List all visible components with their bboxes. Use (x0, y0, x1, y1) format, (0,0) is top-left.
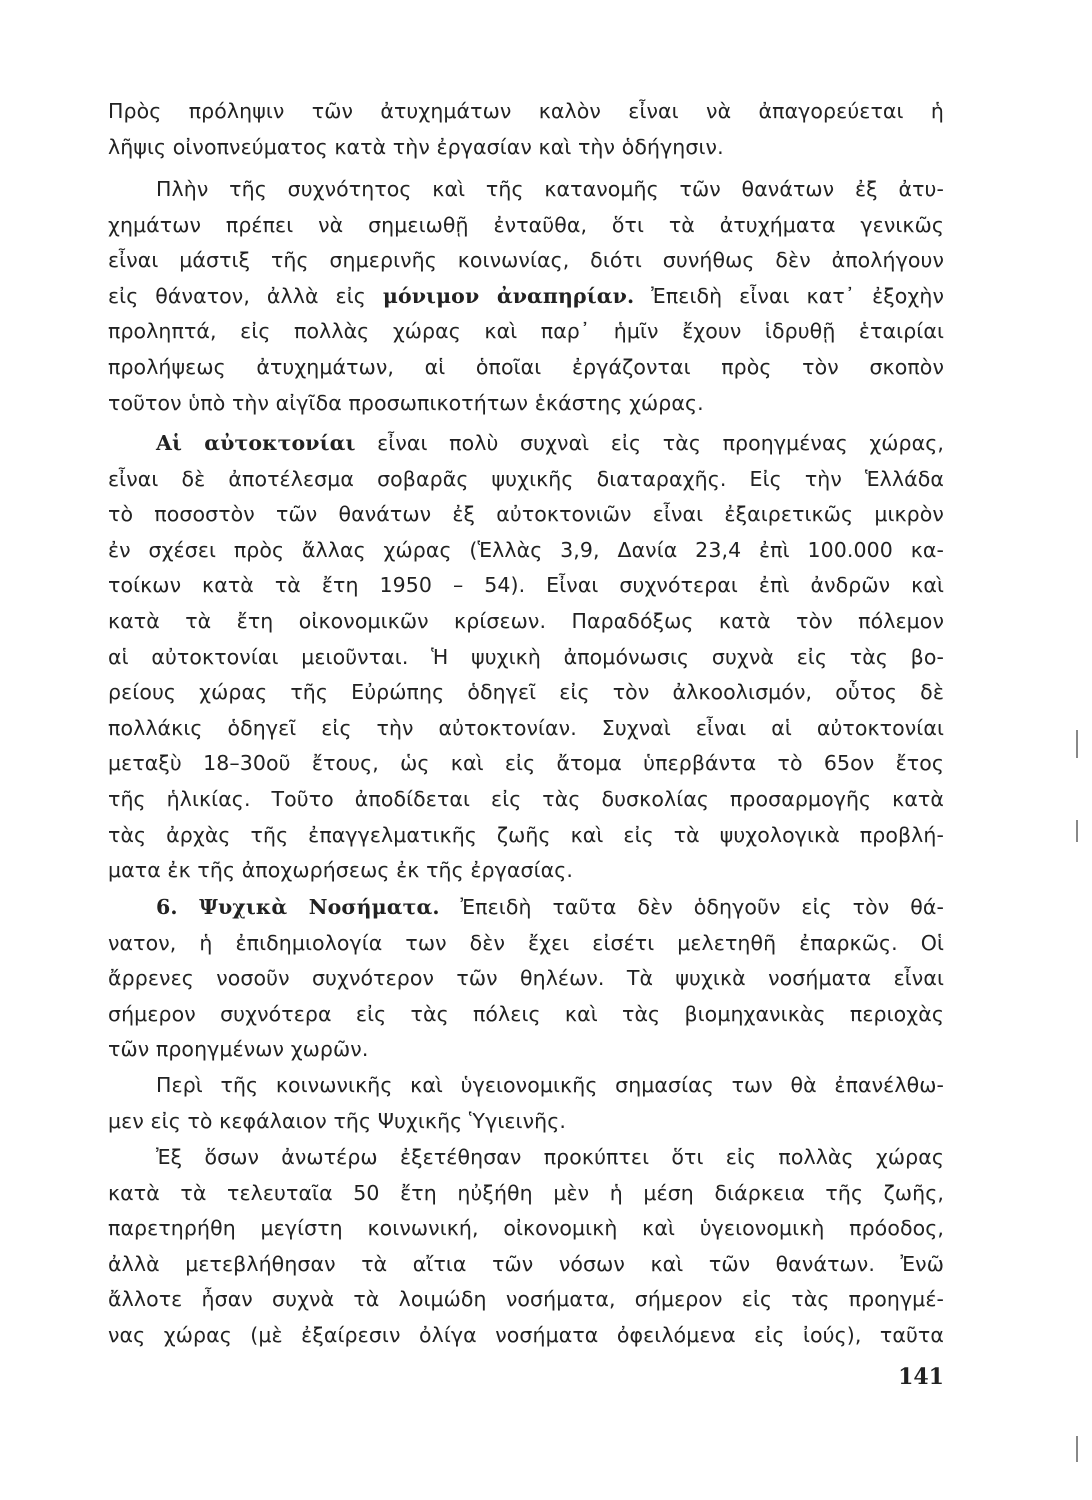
text-segment: Ἐπειδὴ εἶναι κατ᾽ ἐξοχὴν (634, 283, 945, 308)
text-line-with-heading (108, 890, 944, 926)
text-line: εἶναι μάστιξ τῆς σημερινῆς κοινωνίας, διότι συνήθως δὲν ἀπολήγουν (108, 248, 944, 273)
paragraph-conclusions (108, 1140, 944, 1354)
paragraph-suicides (108, 426, 944, 889)
text-line: χημάτων πρέπει νὰ σημειωθῇ ἐνταῦθα, ὅτι τὰ ἀτυχήματα γενικῶς (108, 212, 944, 237)
text-line: τῶν προηγμένων χωρῶν. (108, 1037, 369, 1062)
text-line: εἶναι δὲ ἀποτέλεσμα σοβαρᾶς ψυχικῆς διαταραχῆς. Εἰς τὴν Ἑλλάδα (108, 466, 944, 491)
text-line: Ἐξ ὅσων ἀνωτέρω ἐξετέθησαν προκύπτει ὅτι εἰς πολλὰς χώρας (156, 1145, 944, 1169)
text-line: Περὶ τῆς κοινωνικῆς καὶ ὑγειονομικῆς σημασίας των θὰ ἐπανέλθω- (156, 1073, 944, 1097)
scan-edge-mark (1076, 820, 1078, 842)
text-line: ἄρρενες νοσοῦν συχνότερον τῶν θηλέων. Τὰ ψυχικὰ νοσήματα εἶναι (108, 966, 944, 991)
scan-edge-mark (1076, 1436, 1078, 1462)
text-line: τὸ ποσοστὸν τῶν θανάτων ἐξ αὐτοκτονιῶν εἶναι ἐξαιρετικῶς μικρὸν (108, 502, 944, 527)
text-line: κατὰ τὰ ἔτη οἰκονομικῶν κρίσεων. Παραδόξως κατὰ τὸν πόλεμον (108, 608, 944, 633)
paragraph-accidents-general (108, 172, 944, 421)
emphasis-permanent-disability: μόνιμον ἀναπηρίαν. (382, 283, 635, 308)
text-line: ἐν σχέσει πρὸς ἄλλας χώρας (Ἑλλὰς 3,9, Δανία 23,4 ἐπὶ 100.000 κα- (108, 537, 944, 562)
text-line: τοῦτον ὑπὸ τὴν αἰγῖδα προσωπικοτήτων ἑκάστης χώρας. (108, 390, 704, 415)
text-line: μεν εἰς τὸ κεφάλαιον τῆς Ψυχικῆς Ὑγιεινῆς. (108, 1108, 566, 1133)
text-segment: Ἐπειδὴ ταῦτα δὲν ὁδηγοῦν εἰς τὸν θά- (439, 895, 944, 919)
text-line: τῆς ἡλικίας. Τοῦτο ἀποδίδεται εἰς τὰς δυσκολίας προσαρμογῆς κατὰ (108, 786, 944, 811)
text-segment: εἶναι πολὺ συχναὶ εἰς τὰς προηγμένας χώρας, (355, 431, 944, 455)
text-line-with-emphasis (108, 279, 944, 315)
text-line: προληπτά, εἰς πολλὰς χώρας καὶ παρ᾽ ἡμῖν ἔχουν ἱδρυθῇ ἑταιρίαι (108, 319, 944, 344)
inline-heading-suicides: Αἱ αὐτοκτονίαι (156, 431, 356, 455)
text-line: νας χώρας (μὲ ἐξαίρεσιν ὀλίγα νοσήματα ὀφειλόμενα εἰς ἰούς), ταῦτα (108, 1322, 944, 1347)
text-line: παρετηρήθη μεγίστη κοινωνική, οἰκονομικὴ καὶ ὑγειονομικὴ πρόοδος, (108, 1216, 944, 1241)
text-line: νατον, ἡ ἐπιδημιολογία των δὲν ἔχει εἰσέτι μελετηθῆ ἐπαρκῶς. Οἱ (108, 930, 944, 955)
paragraph-mental-hygiene-ref (108, 1068, 944, 1139)
scan-edge-mark (1076, 730, 1078, 758)
text-line: τοίκων κατὰ τὰ ἔτη 1950 – 54). Εἶναι συχνότεραι ἐπὶ ἀνδρῶν καὶ (108, 573, 944, 598)
text-line: προλήψεως ἀτυχημάτων, αἱ ὁποῖαι ἐργάζονται πρὸς τὸν σκοπὸν (108, 354, 944, 379)
text-line: ρείους χώρας τῆς Εὐρώπης ὁδηγεῖ εἰς τὸν ἀλκοολισμόν, οὗτος δὲ (108, 680, 944, 705)
text-line: λῆψις οἰνοπνεύματος κατὰ τὴν ἐργασίαν καὶ τὴν ὁδήγησιν. (108, 134, 724, 159)
text-line: ἀλλὰ μετεβλήθησαν τὰ αἴτια τῶν νόσων καὶ τῶν θανάτων. Ἐνῶ (108, 1251, 944, 1276)
text-line: σήμερον συχνότερα εἰς τὰς πόλεις καὶ τὰς βιομηχανικὰς περιοχὰς (108, 1001, 944, 1026)
section-heading-mental-illness: 6. Ψυχικὰ Νοσήματα. (156, 895, 440, 919)
page-number: 141 (898, 1364, 944, 1390)
text-line: μεταξὺ 18–30οῦ ἔτους, ὡς καὶ εἰς ἄτομα ὑπερβάντα τὸ 65ον ἔτος (108, 751, 944, 776)
text-line: Πλὴν τῆς συχνότητος καὶ τῆς κατανομῆς τῶν θανάτων ἐξ ἀτυ- (156, 177, 944, 201)
text-line: πολλάκις ὁδηγεῖ εἰς τὴν αὐτοκτονίαν. Συχναὶ εἶναι αἱ αὐτοκτονίαι (108, 715, 944, 740)
text-line: ματα ἐκ τῆς ἀποχωρήσεως ἐκ τῆς ἐργασίας. (108, 858, 573, 883)
text-line-with-heading (108, 426, 944, 462)
text-line: Πρὸς πρόληψιν τῶν ἀτυχημάτων καλὸν εἶναι νὰ ἀπαγορεύεται ἡ (108, 99, 944, 123)
text-line: ἄλλοτε ἦσαν συχνὰ τὰ λοιμώδη νοσήματα, σήμερον εἰς τὰς προηγμέ- (108, 1287, 944, 1312)
text-line: αἱ αὐτοκτονίαι μειοῦνται. Ἡ ψυχικὴ ἀπομόνωσις συχνὰ εἰς τὰς βο- (108, 644, 944, 669)
text-line: τὰς ἀρχὰς τῆς ἐπαγγελματικῆς ζωῆς καὶ εἰς τὰ ψυχολογικὰ προβλή- (108, 822, 944, 847)
text-segment: εἰς θάνατον, ἀλλὰ εἰς (108, 283, 383, 308)
paragraph-accident-prevention (108, 94, 944, 165)
text-line: κατὰ τὰ τελευταῖα 50 ἔτη ηὐξήθη μὲν ἡ μέση διάρκεια τῆς ζωῆς, (108, 1180, 944, 1205)
paragraph-mental-illness (108, 890, 944, 1068)
